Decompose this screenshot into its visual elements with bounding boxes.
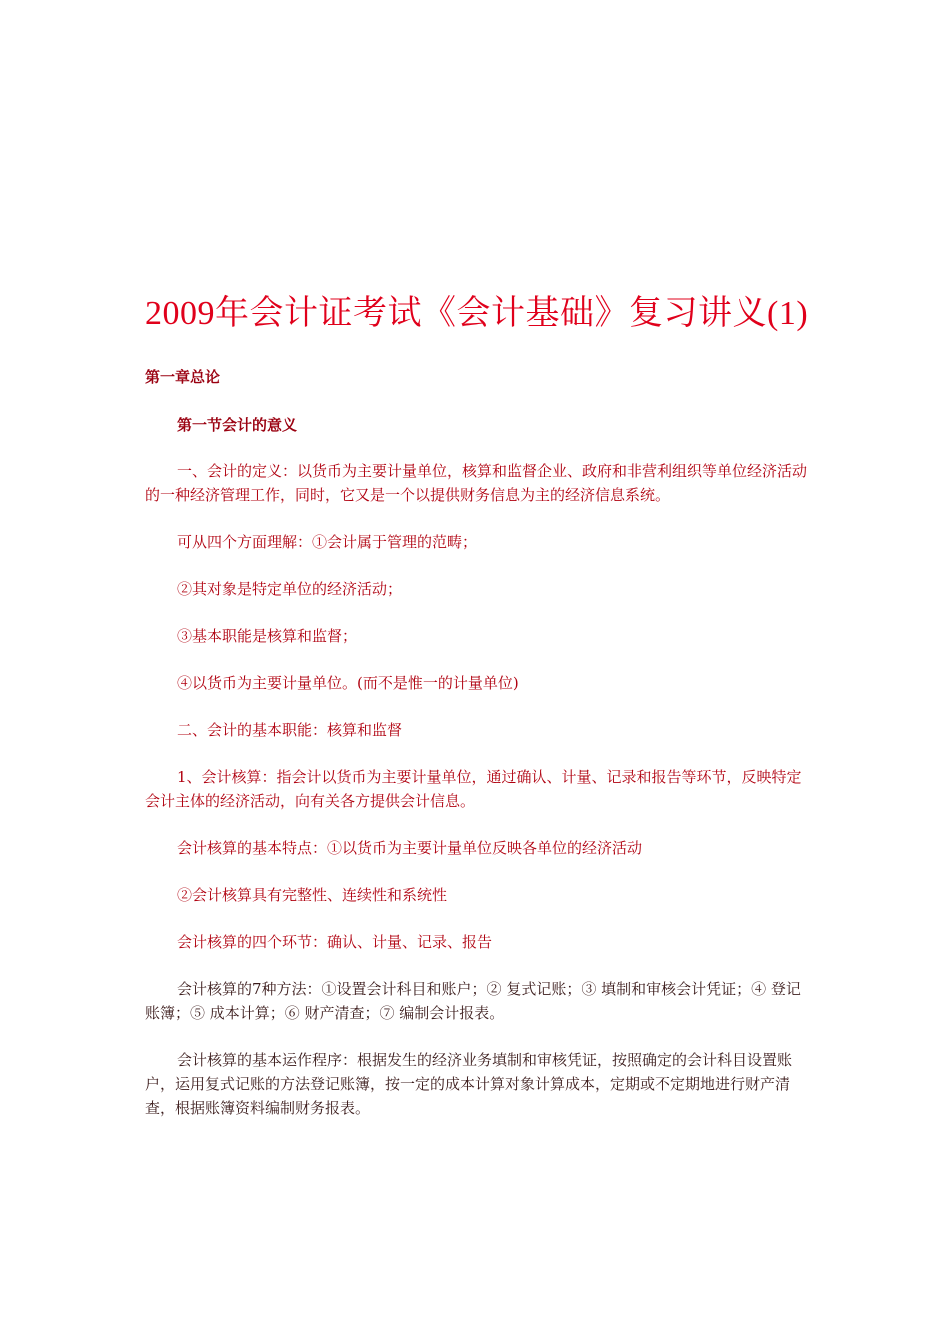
paragraph-accounting-core: 1、会计核算：指会计以货币为主要计量单位，通过确认、计量、记录和报告等环节，反映特定会计主体的经济活动，向有关各方提供会计信息。 — [145, 768, 802, 810]
document-title: 2009年会计证考试《会计基础》复习讲义(1) — [145, 295, 809, 332]
paragraph-core-feature-2: ②会计核算具有完整性、连续性和系统性 — [177, 886, 448, 904]
paragraph-procedure: 会计核算的基本运作程序：根据发生的经济业务填制和审核凭证，按照确定的会计科目设置账户，运用复式记账的方法登记账簿，按一定的成本计算对象计算成本，定期或不定期地进行财产清查，根据账簿资料编制财务报表。 — [145, 1051, 793, 1117]
paragraph-four-steps: 会计核算的四个环节：确认、计量、记录、报告 — [177, 933, 493, 951]
document-page — [145, 290, 810, 1120]
chapter-heading: 第一章总论 — [145, 368, 221, 386]
paragraph-aspect-3: ③基本职能是核算和监督； — [177, 627, 358, 645]
paragraph-definition: 一、会计的定义：以货币为主要计量单位，核算和监督企业、政府和非营利组织等单位经济活动的一种经济管理工作，同时，它又是一个以提供财务信息为主的经济信息系统。 — [145, 462, 808, 504]
paragraph-aspect-4: ④以货币为主要计量单位。(而不是惟一的计量单位) — [177, 674, 519, 692]
paragraph-four-aspects: 可从四个方面理解：①会计属于管理的范畴； — [177, 533, 478, 551]
paragraph-basic-functions: 二、会计的基本职能：核算和监督 — [177, 721, 403, 739]
paragraph-aspect-2: ②其对象是特定单位的经济活动； — [177, 580, 403, 598]
section-heading: 第一节会计的意义 — [177, 416, 298, 434]
paragraph-seven-methods: 会计核算的7种方法：①设置会计科目和账户；② 复式记账；③ 填制和审核会计凭证；④ 登记账簿；⑤ 成本计算；⑥ 财产清查；⑦ 编制会计报表。 — [145, 980, 801, 1022]
paragraph-core-features: 会计核算的基本特点：①以货币为主要计量单位反映各单位的经济活动 — [177, 839, 643, 857]
